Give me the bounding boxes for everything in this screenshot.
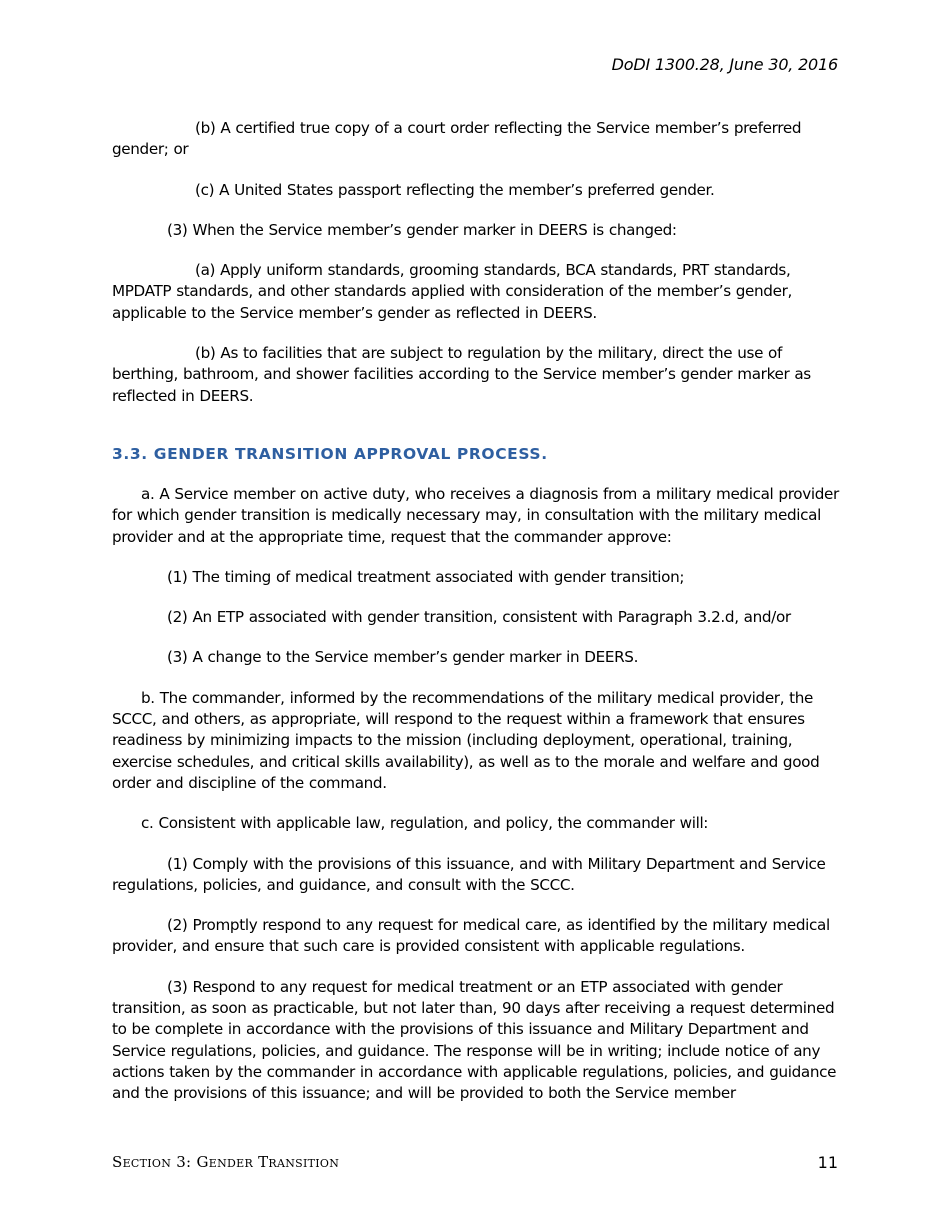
footer-section-label: Section 3: Gender Transition [112,1153,340,1171]
paragraph-a-apply-standards: (a) Apply uniform standards, grooming standards, BCA standards, PRT standards, MPDATP standards, and other standards applied with consideration of the member’s gender, applicable to the Service member’s gender as reflected in DEERS. [112,261,792,322]
paragraph-c-passport: (c) A United States passport reflecting the member’s preferred gender. [195,180,715,199]
paragraph-a-request: a. A Service member on active duty, who receives a diagnosis from a military medical provider for which gender transition is medically necessary may, in consultation with the military medical provider and at the appropriate time, request that the commander approve: [112,484,839,546]
paragraph-b-facilities: (b) As to facilities that are subject to regulation by the military, direct the use of berthing, bathroom, and shower facilities according to the Service member’s gender marker as reflected in DEERS. [112,344,811,405]
paragraph-3-marker-changed: (3) When the Service member’s gender marker in DEERS is changed: [167,220,677,239]
paragraph-c-consistent: c. Consistent with applicable law, regulation, and policy, the commander will: [141,814,709,833]
paragraph-2-respond-care: (2) Promptly respond to any request for medical care, as identified by the military medical provider, and ensure that such care is provided consistent with applicable regulations. [112,916,830,956]
paragraph-1-comply: (1) Comply with the provisions of this issuance, and with Military Department and Service regulations, policies, and guidance, and consult with the SCCC. [112,854,826,894]
paragraph-b-commander: b. The commander, informed by the recommendations of the military medical provider, the SCCC, and others, as appropriate, will respond to the request within a framework that ensures readiness by minimizing impacts to the mission (including deployment, operational, training, exercise schedules, and critical skills availability), as well as to the morale and welfare and good order and discipline of the command. [112,688,820,792]
page-header: DoDI 1300.28, June 30, 2016 [611,55,838,74]
page-number: 11 [817,1153,838,1172]
section-heading: 3.3. GENDER TRANSITION APPROVAL PROCESS. [112,444,548,463]
paragraph-b-court-order: (b) A certified true copy of a court order reflecting the Service member’s preferred gender; or [112,119,802,159]
paragraph-1-timing: (1) The timing of medical treatment associated with gender transition; [167,567,685,586]
paragraph-3-marker-change: (3) A change to the Service member’s gender marker in DEERS. [167,648,639,667]
paragraph-3-respond-etp: (3) Respond to any request for medical treatment or an ETP associated with gender transition, as soon as practicable, but not later than, 90 days after receiving a request determined to be complete in accordance with the provisions of this issuance and Military Department and Service regulations, policies, and guidance. The response will be in writing; include notice of any actions taken by the commander in accordance with applicable regulations, policies, and guidance and the provisions of this issuance; and will be provided to both the Service member [112,977,837,1103]
paragraph-2-etp: (2) An ETP associated with gender transition, consistent with Paragraph 3.2.d, and/or [167,608,791,627]
document-body [112,118,842,1124]
